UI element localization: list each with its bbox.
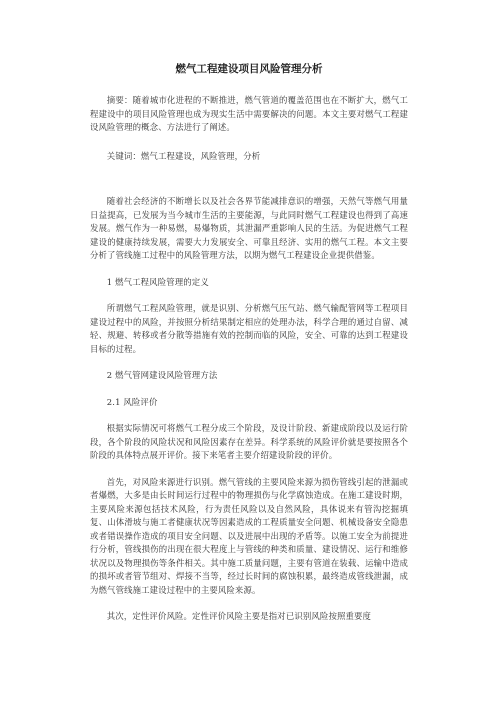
section-2-1-heading: 2.1 风险评价 [106,396,158,407]
section-2-1-paragraph-3: 其次，定性评价风险。定性评价风险主要是指对已识别风险按照重要度 [106,611,372,621]
section-2-heading: 2 燃气管网建设风险管理方法 [106,370,218,380]
section-2-1-paragraph-2: 首先，对风险来源进行识别。燃气管线的主要风险来源为损伤管线引起的泄漏或者爆燃，大多是由长时间运行过程中的物理损伤与化学腐蚀造成。在施工建设时期，主要风险来源包括技术风险，行为责任风险以及自然风险，具体说来有管沟挖掘填复、山体滑坡与施工者健康状况等因素造成的工程质量安全问题、机械设备安全隐患或者错误操作造成的项目安全问题、以及进展中出现的矛盾等。以施工安全为前提进行分析，管线损伤的出现在很大程度上与管线的种类和质量、建设情况、运行和维修状况以及物理损伤等条件相关。其中施工质量问题，主要有管道在装载、运输中造成的损坏或者管节组对、焊接不当等，经过长时间的腐蚀积累，最终造成管线泄漏，成为燃气管线施工建设过程中的主要风险来源。 [90,476,408,595]
section-1-paragraph: 所谓燃气工程风险管理，就是识别、分析燃气压气站、燃气输配管网等工程项目建设过程中的风险，并按照分析结果制定相应的处理办法，科学合理的通过自留、减轻、规避、转移或者分散等措施有效的控制而临的风险，安全、可靠的达到工程建设目标的过程。 [90,303,408,354]
keywords-line: 关键词：燃气工程建设，风险管理，分析 [106,150,261,161]
document-title: 燃气工程建设项目风险管理分析 [175,63,323,75]
section-1-heading: 1 燃气工程风险管理的定义 [106,276,209,287]
document-page [90,62,408,637]
abstract-paragraph: 摘要：随着城市化进程的不断推进，燃气管道的覆盖范围也在不断扩大，燃气工程建设中的项目风险管理也成为现实生活中需要解决的问题。本文主要对燃气工程建设风险管理的概念、方法进行了阐述。 [90,95,408,132]
intro-paragraph: 随着社会经济的不断增长以及社会各界节能减排意识的增强，天然气等燃气用量日益提高，已发展为当今城市生活的主要能源，与此同时燃气工程建设也得到了高速发展。燃气作为一种易燃，易爆物质，其泄漏严重影响人民的生活。为促进燃气工程建设的健康持续发展，需要大力发展安全、可靠且经济、实用的燃气工程。本文主要分析了管线施工过程中的风险管理方法，以期为燃气工程建设企业提供借鉴。 [90,196,408,260]
section-2-1-paragraph-1: 根据实际情况可将燃气工程分成三个阶段，及设计阶段、新建成阶段以及运行阶段，各个阶段的风险状况和风险因素存在差异。科学系统的风险评价就是要按照各个阶段的具体特点展开评价。接下来笔者主要介绍建设阶段的评价。 [90,423,408,460]
